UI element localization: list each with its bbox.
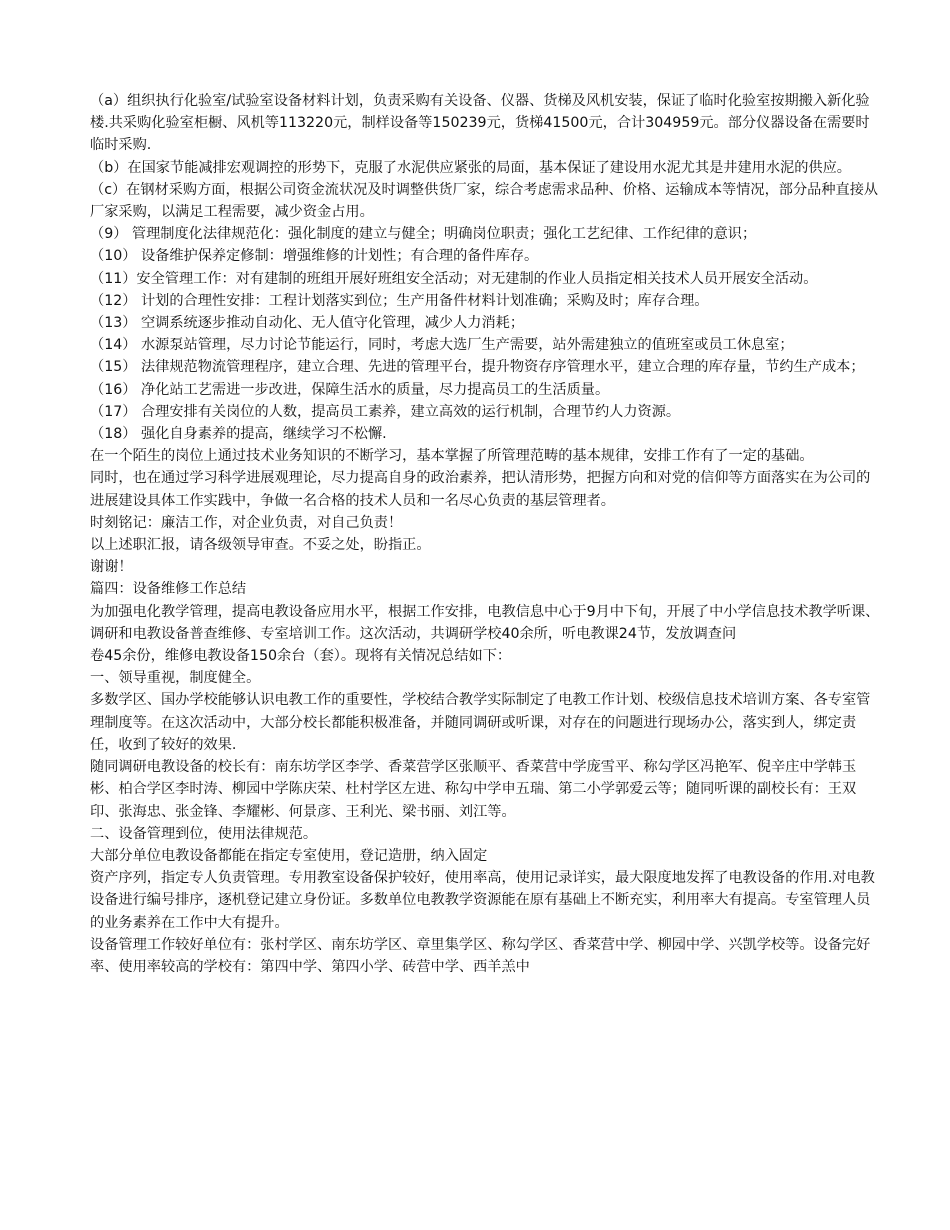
paragraph-9-management-system: （9） 管理制度化法律规范化：强化制度的建立与健全；明确岗位职责；强化工艺纪律、工作纪律的意识； (90, 226, 757, 243)
heading-leadership: 一、领导重视，制度健全。 (90, 670, 261, 687)
paragraph-16-purification: （16） 净化站工艺需进一步改进，保障生活水的质量，尽力提高员工的生活质量。 (90, 381, 610, 398)
paragraph-a-lab-equipment: （a）组织执行化验室/试验室设备材料计划，负责采购有关设备、仪器、货梯及风机安装，保证了临时化验室按期搬入新化验楼.共采购化验室柜橱、风机等113220元，制样设备等150239元，货梯41500元，合计304959元。部分仪器设备在需要时临时采购. (90, 93, 870, 154)
paragraph-b-cement-supply: （b）在国家节能减排宏观调控的形势下，克服了水泥供应紧张的局面，基本保证了建设用水泥尤其是井建用水泥的供应。 (90, 159, 851, 176)
paragraph-17-staffing: （17） 合理安排有关岗位的人数，提高员工素养，建立高效的运行机制，合理节约人力资源。 (90, 403, 681, 420)
paragraph-13-air-conditioning: （13） 空调系统逐步推动自动化、无人值守化管理，减少人力消耗； (90, 315, 525, 332)
paragraph-principals-list: 随同调研电教设备的校长有：南东坊学区李学、香菜营学区张顺平、香菜营中学庞雪平、称勾学区冯艳军、倪辛庄中学韩玉彬、柏合学区李时涛、柳园中学陈庆荣、杜村学区左进、称勾中学申五瑞、第二小学郭爱云等；随同听课的副校长有：王双印、张海忠、张金锋、李耀彬、何景彦、王利光、梁书丽、刘江等。 (90, 759, 857, 820)
paragraph-intro-activity: 为加强电化教学管理，提高电教设备应用水平，根据工作安排，电教信息中心于9月中下旬，开展了中小学信息技术教学听课、调研和电教设备普查维修、专室培训工作。这次活动，共调研学校40余所，听电教课24节，发放调查问 (90, 603, 880, 642)
paragraph-15-logistics: （15） 法律规范物流管理程序，建立合理、先进的管理平台，提升物资存序管理水平，建立合理的库存量，节约生产成本； (90, 359, 865, 376)
paragraph-c-steel-procurement: （c）在钢材采购方面，根据公司资金流状况及时调整供货厂家，综合考虑需求品种、价格、运输成本等情况，部分品种直接从厂家采购，以满足工程需要，减少资金占用。 (90, 181, 879, 221)
paragraph-14-pump-station: （14） 水源泵站管理，尽力讨论节能运行，同时，考虑大选厂生产需要，站外需建独立的值班室或员工休息室； (90, 337, 794, 354)
paragraph-schools-awareness: 多数学区、国办学校能够认识电教工作的重要性，学校结合教学实际制定了电教工作计划、校级信息技术培训方案、各专室管理制度等。在这次活动中，大部分校长都能积极准备，并随同调研或听课，对存在的问题进行现场办公，落实到人，绑定责任，收到了较好的效果. (90, 692, 871, 753)
paragraph-closing-request: 以上述职汇报，请各级领导审查。不妥之处，盼指正。 (90, 537, 431, 554)
paragraph-motto: 时刻铭记：廉洁工作，对企业负责，对自己负责！ (90, 514, 403, 531)
paragraph-good-units: 设备管理工作较好单位有：张村学区、南东坊学区、章里集学区、称勾学区、香菜营中学、柳园中学、兴凯学校等。设备完好率、使用率较高的学校有：第四中学、第四小学、砖营中学、西羊羔中 (90, 936, 871, 975)
paragraph-equipment-usage: 大部分单位电教设备都能在指定专室使用，登记造册，纳入固定 (90, 847, 488, 864)
paragraph-survey-count: 卷45余份，维修电教设备150余台（套）。现将有关情况总结如下： (90, 648, 512, 665)
paragraph-political-study: 同时，也在通过学习科学进展观理论，尽力提高自身的政治素养，把认清形势，把握方向和对党的信仰等方面落实在为公司的进展建设具体工作实践中，争做一名合格的技术人员和一名尽心负责的基层管理者。 (90, 470, 871, 509)
paragraph-learning: 在一个陌生的岗位上通过技术业务知识的不断学习，基本掌握了所管理范畴的基本规律，安排工作有了一定的基础。 (90, 448, 814, 465)
paragraph-11-safety: （11）安全管理工作：对有建制的班组开展好班组安全活动；对无建制的作业人员指定相关技术人员开展安全活动。 (90, 270, 818, 287)
paragraph-thanks: 谢谢！ (90, 559, 133, 576)
paragraph-asset-registry: 资产序列，指定专人负责管理。专用教室设备保护较好，使用率高，使用记录详实，最大限度地发挥了电教设备的作用.对电教设备进行编号排序，逐机登记建立身份证。多数单位电教教学资源能在原有基础上不断充实，利用率大有提高。专室管理人员的业务素养在工作中大有提升。 (90, 870, 875, 931)
heading-equipment-management: 二、设备管理到位，使用法律规范。 (90, 825, 318, 842)
paragraph-12-planning: （12） 计划的合理性安排：工程计划落实到位；生产用备件材料计划准确；采购及时；库存合理。 (90, 292, 709, 309)
paragraph-18-self-improvement: （18） 强化自身素养的提高，继续学习不松懈. (90, 426, 387, 443)
section-heading-part-four: 篇四：设备维修工作总结 (90, 581, 247, 598)
paragraph-10-maintenance: （10） 设备维护保养定修制：增强维修的计划性；有合理的备件库存。 (90, 248, 539, 265)
